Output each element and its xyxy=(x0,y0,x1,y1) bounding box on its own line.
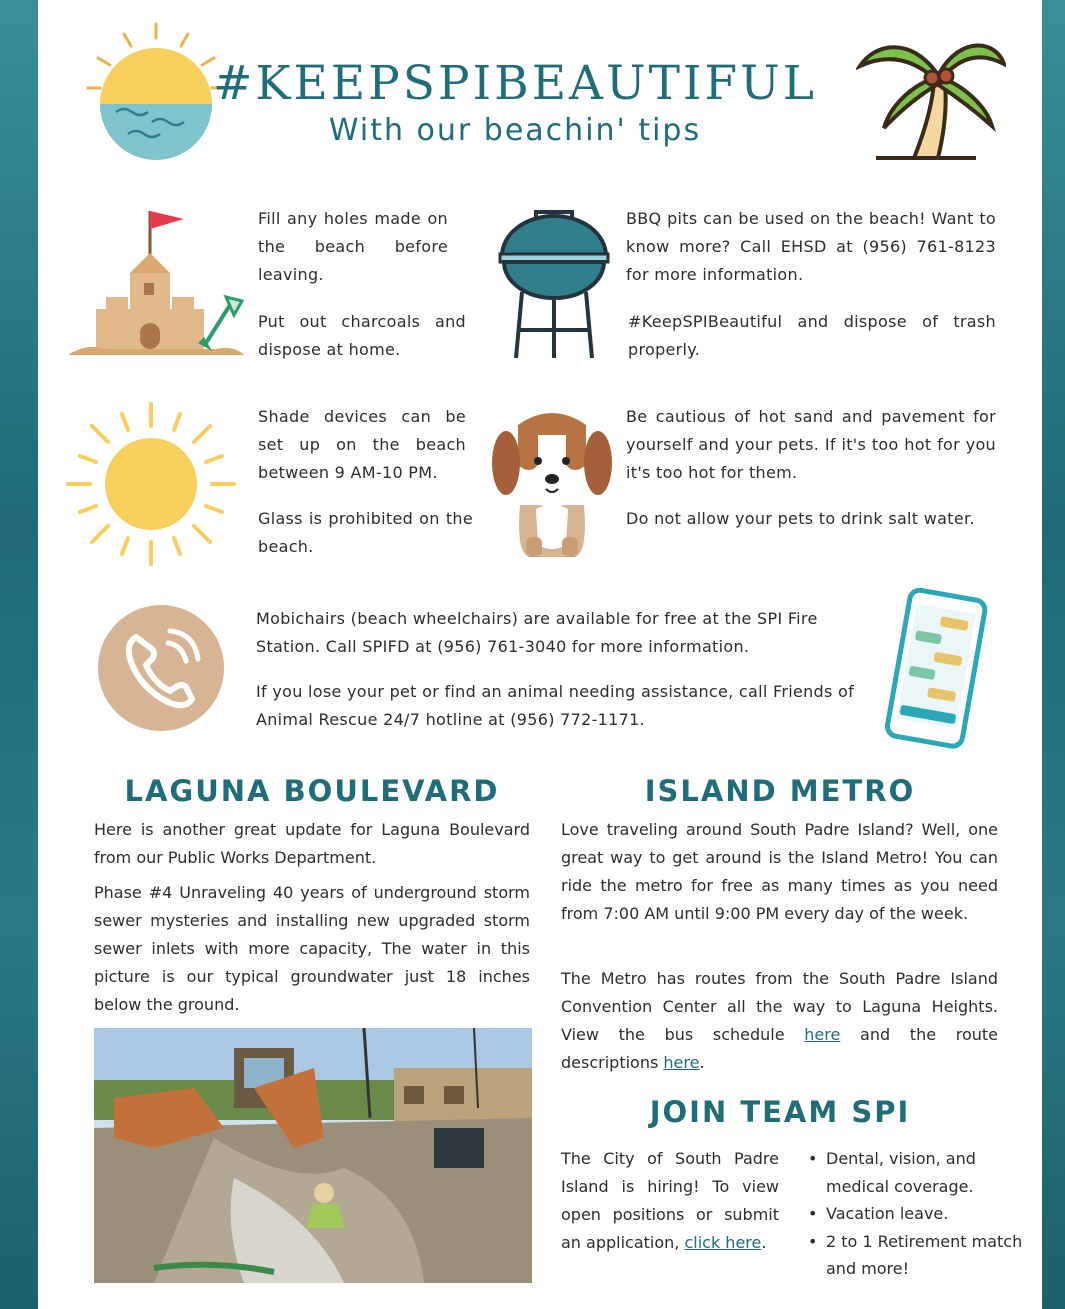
page-title: #KEEPSPIBEAUTIFUL xyxy=(213,56,817,111)
bus-schedule-link[interactable]: here xyxy=(804,1025,841,1044)
sandcastle-icon xyxy=(66,205,246,360)
sun-icon xyxy=(66,400,236,568)
laguna-para-1: Here is another great update for Laguna Boulevard from our Public Works Department. xyxy=(94,820,530,867)
smartphone-chat-icon xyxy=(880,588,990,750)
bbq-grill-icon xyxy=(498,208,610,363)
background-right xyxy=(1041,0,1065,1309)
route-descriptions-link[interactable]: here xyxy=(663,1053,700,1072)
tip-trash: #KeepSPIBeautiful and dispose of trash properly. xyxy=(628,312,996,359)
tip-hot-sand: Be cautious of hot sand and pavement for yourself and your pets. If it's too hot for you it's too hot for them. xyxy=(626,407,996,482)
phone-call-icon xyxy=(96,603,226,733)
join-heading: JOIN TEAM SPI xyxy=(649,1095,911,1129)
laguna-para-2: Phase #4 Unraveling 40 years of underground storm sewer mysteries and installing new upgraded storm sewer inlets with more capacity, The water in this picture is our typical groundwater just 18 inches below the ground. xyxy=(94,883,530,1014)
join-text xyxy=(561,1145,779,1257)
benefit-item: • Vacation leave. xyxy=(826,1200,1036,1228)
metro-para-2-text-b: and the route descriptions xyxy=(561,1025,998,1072)
benefit-item: • Dental, vision, and medical coverage. xyxy=(826,1145,1036,1200)
benefit-item: • 2 to 1 Retirement match and more! xyxy=(826,1228,1036,1283)
join-text-body: The City of South Padre Island is hiring! To view open positions or submit an application, xyxy=(561,1149,779,1252)
join-text-end: . xyxy=(761,1233,767,1252)
metro-para-1: Love traveling around South Padre Island? Well, one great way to get around is the Island Metro! You can ride the metro for free as many times as you need from 7:00 AM until 9:00 PM every day of the week. xyxy=(561,820,998,923)
tip-mobichairs: Mobichairs (beach wheelchairs) are available for free at the SPI Fire Station. Call SPIFD at (956) 761-3040 for more information. xyxy=(256,609,818,656)
metro-para-2-text: The Metro has routes from the South Padre Island Convention Center all the way to Laguna Heights. View the bus schedule xyxy=(561,969,998,1044)
tip-fill-holes: Fill any holes made on the beach before leaving. xyxy=(258,209,448,284)
tip-shade: Shade devices can be set up on the beach between 9 AM-10 PM. xyxy=(258,407,466,482)
metro-para-2-end: . xyxy=(699,1053,705,1072)
apply-link[interactable]: click here xyxy=(684,1233,762,1252)
benefits-list xyxy=(806,1145,1036,1283)
tip-lost-pet: If you lose your pet or find an animal needing assistance, call Friends of Animal Rescue 24/7 hotline at (956) 772-1171. xyxy=(256,682,855,729)
tip-bbq: BBQ pits can be used on the beach! Want to know more? Call EHSD at (956) 761-8123 for more information. xyxy=(626,209,996,284)
metro-para-2 xyxy=(561,965,998,1077)
dog-icon xyxy=(490,405,614,560)
page-subtitle: With our beachin' tips xyxy=(328,113,702,148)
tip-glass: Glass is prohibited on the beach. xyxy=(258,509,473,556)
laguna-heading: LAGUNA BOULEVARD xyxy=(124,774,500,808)
palm-tree-icon xyxy=(856,28,1006,163)
metro-heading: ISLAND METRO xyxy=(644,774,916,808)
tip-salt-water: Do not allow your pets to drink salt water. xyxy=(626,509,975,528)
background-left xyxy=(0,0,40,1309)
construction-photo xyxy=(94,1028,532,1283)
tip-charcoals: Put out charcoals and dispose at home. xyxy=(258,312,466,359)
